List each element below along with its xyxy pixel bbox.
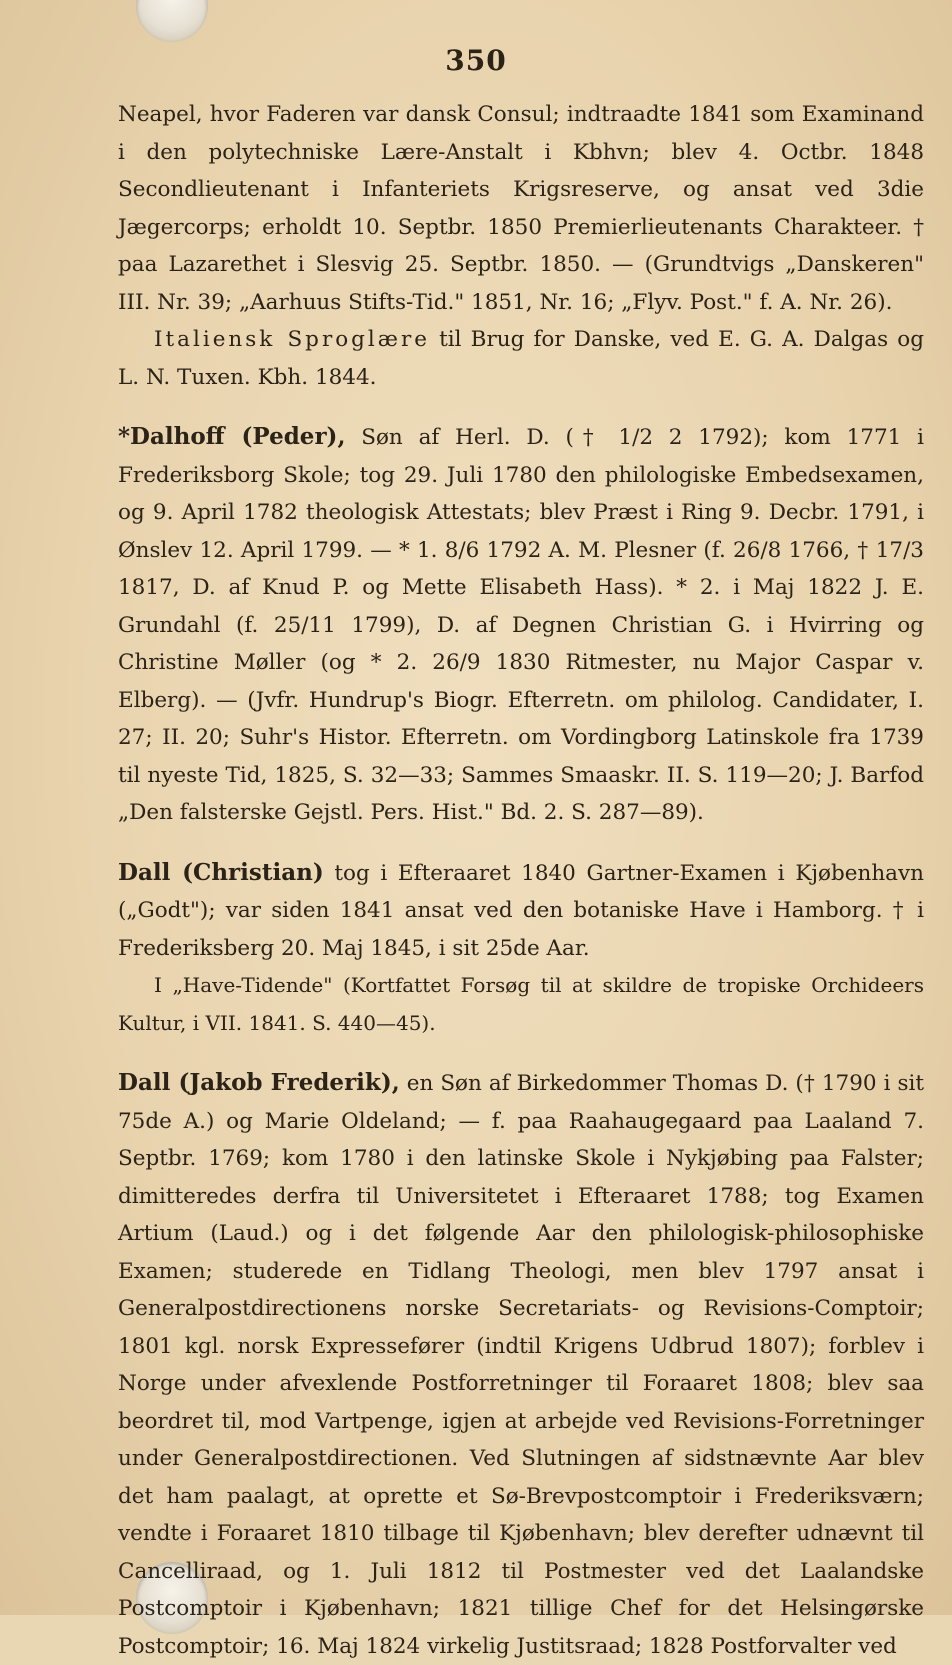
- entry-bibliography: [118, 321, 924, 396]
- entry-dalhoff: [118, 418, 924, 832]
- book-details: til Brug for Danske, ved E. G. A. Dalgas og L. N. Tuxen. Kbh. 1844.: [118, 327, 924, 390]
- entry-heading: *Dalhoff (Peder),: [118, 423, 346, 450]
- page-text: [118, 96, 924, 1665]
- book-title: Italiensk Sproglære: [154, 327, 431, 352]
- entry-body: en Søn af Birkedommer Thomas D. († 1790 i sit 75de A.) og Marie Oldeland; — f. paa Raahaugegaard paa Laaland 7. Septbr. 1769; kom 1780 i den latinske Skole i Nykjøbing paa Falster; dimitteredes derfra til Universitetet i Efteraaret 1788; tog Examen Artium (Laud.) og i det følgende Aar den philologisk-philosophiske Examen; studerede en Tidlang Theologi, men blev 1797 ansat i Generalpostdirectionens norske Secretariats- og Revisions-Comptoir; 1801 kgl. norsk Expressefører (indtil Krigens Udbrud 1807); forblev i Norge under afvexlende Postforretninger til Foraaret 1808; blev saa beordret til, mod Vartpenge, igjen at arbejde ved Revisions-Forretninger under Generalpostdirectionen. Ved Slutningen af sidstnævnte Aar blev det ham paalagt, at oprette et Sø-Brevpostcomptoir i Frederiksværn; vendte i Foraaret 1810 tilbage til Kjøbenhavn; blev derefter udnævnt til Cancelliraad, og 1. Juli 1812 til Postmester ved det Laalandske Postcomptoir i Kjøbenhavn; 1821 tillige Chef for det Helsingørske Postcomptoir; 16. Maj 1824 virkelig Justitsraad; 1828 Postforvalter ved: [118, 1071, 925, 1659]
- entry-paragraph: Neapel, hvor Faderen var dansk Consul; indtraadte 1841 som Examinand i den polytechniske Lære-Anstalt i Kbhvn; blev 4. Octbr. 1848 Secondlieutenant i Infanteriets Krigsreserve, og ansat ved 3die Jægercorps; erholdt 10. Septbr. 1850 Premierlieutenants Charakteer. † paa Lazarethet i Slesvig 25. Septbr. 1850. — (Grundtvigs „Danskeren" III. Nr. 39; „Aarhuus Stifts-Tid." 1851, Nr. 16; „Flyv. Post." f. A. Nr. 26).: [118, 102, 924, 315]
- entry-body: tog i Efteraaret 1840 Gartner-Examen i Kjøbenhavn („Godt"); var siden 1841 ansat ved den botaniske Have i Hamborg. † i Frederiksberg 20. Maj 1845, i sit 25de Aar.: [118, 860, 924, 961]
- entry-heading: Dall (Christian): [118, 858, 324, 886]
- entry-bibliography: I „Have-Tidende" (Kortfattet Forsøg til at skildre de tropiske Orchideers Kultur, i VII. 1841. S. 440—45).: [118, 973, 924, 1035]
- binding-hole-top: [136, 0, 208, 42]
- entry-heading: Dall (Jakob Frederik),: [118, 1069, 400, 1096]
- entry-body: Søn af Herl. D. († 1/2 2 1792); kom 1771 i Frederiksborg Skole; tog 29. Juli 1780 den philologiske Embedsexamen, og 9. April 1782 theologisk Attestats; blev Præst i Ring 9. Decbr. 1791, i Ønslev 12. April 1799. — * 1. 8/6 1792 A. M. Plesner (f. 26/8 1766, † 17/3 1817, D. af Knud P. og Mette Elisabeth Hass). * 2. i Maj 1822 J. E. Grundahl (f. 25/11 1799), D. af Degnen Christian G. i Hvirring og Christine Møller (og * 2. 26/9 1830 Ritmester, nu Major Caspar v. Elberg). — (Jvfr. Hundrup's Biogr. Efterretn. om philolog. Candidater, I. 27; II. 20; Suhr's Histor. Efterretn. om Vordingborg Latinskole fra 1739 til nyeste Tid, 1825, S. 32—33; Sammes Smaaskr. II. S. 119—20; J. Barfod „Den falsterske Gejstl. Pers. Hist." Bd. 2. S. 287—89).: [118, 425, 924, 825]
- entry-dall-christian: [118, 854, 924, 968]
- entry-dall-jakob: [118, 1064, 924, 1665]
- page-number: 350: [445, 44, 507, 77]
